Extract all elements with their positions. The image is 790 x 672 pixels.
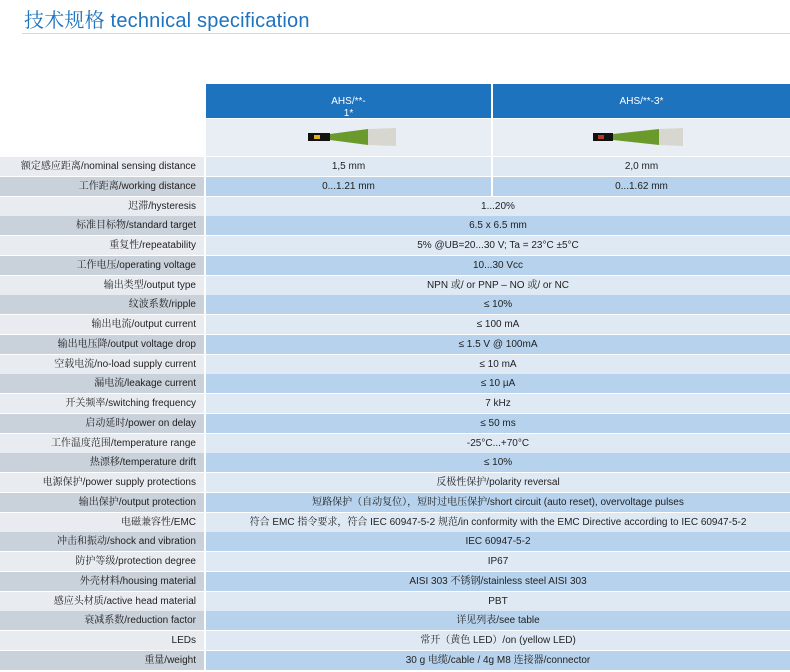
row-value: PBT	[206, 592, 790, 611]
row-value: NPN 或/ or PNP – NO 或/ or NC	[206, 276, 790, 295]
row-label: 输出电流/output current	[0, 315, 204, 334]
row-label: 标准目标物/standard target	[0, 216, 204, 235]
row-value: ≤ 10 mA	[206, 355, 790, 374]
table-row	[0, 315, 790, 334]
row-label: 迟滞/hysteresis	[0, 197, 204, 216]
row-value: 常开（黄色 LED）/on (yellow LED)	[206, 631, 790, 650]
row-value: 5% @UB=20...30 V; Ta = 23°C ±5°C	[206, 236, 790, 255]
row-value: -25°C...+70°C	[206, 434, 790, 453]
row-label: 输出电压降/output voltage drop	[0, 335, 204, 354]
row-value-col2: 0...1.62 mm	[493, 177, 790, 196]
row-label: 启动延时/power on delay	[0, 414, 204, 433]
table-row	[0, 355, 790, 374]
page-title: 技术规格 technical specification	[24, 10, 310, 32]
row-label: 冲击和振动/shock and vibration	[0, 532, 204, 551]
row-value: 反极性保护/polarity reversal	[206, 473, 790, 492]
row-value: 7 kHz	[206, 394, 790, 413]
row-label: 感应头材质/active head material	[0, 592, 204, 611]
row-label: 电磁兼容性/EMC	[0, 513, 204, 532]
row-value: 符合 EMC 指令要求，符合 IEC 60947-5-2 规范/in conformity with the EMC Directive according to IEC 60947-5-2	[206, 513, 790, 532]
row-label: 热漂移/temperature drift	[0, 453, 204, 472]
row-value: ≤ 10%	[206, 453, 790, 472]
row-label: 外壳材料/housing material	[0, 572, 204, 591]
table-row	[0, 473, 790, 492]
column-header-2	[493, 84, 790, 118]
row-label: 工作电压/operating voltage	[0, 256, 204, 275]
table-row	[0, 236, 790, 255]
row-label: LEDs	[0, 631, 204, 650]
table-row	[0, 611, 790, 630]
table-row	[0, 295, 790, 314]
table-row	[0, 256, 790, 275]
row-label: 防护等级/protection degree	[0, 552, 204, 571]
row-value: ≤ 100 mA	[206, 315, 790, 334]
row-label: 输出类型/output type	[0, 276, 204, 295]
column-header-2-line1: AHS/**-3*	[619, 96, 664, 107]
row-label: 重复性/repeatability	[0, 236, 204, 255]
row-label: 漏电流/leakage current	[0, 374, 204, 393]
row-value: 短路保护（自动复位），短时过电压保护/short circuit (auto reset), overvoltage pulses	[206, 493, 790, 512]
table-row	[0, 216, 790, 235]
table-row	[0, 513, 790, 532]
table-row	[0, 374, 790, 393]
row-value: 6.5 x 6.5 mm	[206, 216, 790, 235]
row-label: 开关频率/switching frequency	[0, 394, 204, 413]
row-value: ≤ 10%	[206, 295, 790, 314]
row-label: 衰减系数/reduction factor	[0, 611, 204, 630]
row-value: AISI 303 不锈钢/stainless steel AISI 303	[206, 572, 790, 591]
table-row	[0, 592, 790, 611]
title-divider	[22, 33, 790, 34]
sensor-diagram-icon	[593, 128, 683, 146]
row-value: IEC 60947-5-2	[206, 532, 790, 551]
row-label: 电源保护/power supply protections	[0, 473, 204, 492]
row-value-col2: 2,0 mm	[493, 157, 790, 176]
row-value: IP67	[206, 552, 790, 571]
row-value: 详见列表/see table	[206, 611, 790, 630]
column-header-1	[206, 84, 491, 118]
row-label: 输出保护/output protection	[0, 493, 204, 512]
row-label: 工作距离/working distance	[0, 177, 204, 196]
table-row	[0, 552, 790, 571]
table-row	[0, 276, 790, 295]
row-value-col1: 1,5 mm	[206, 157, 491, 176]
table-row	[0, 493, 790, 512]
row-value: ≤ 10 µA	[206, 374, 790, 393]
column-header-1-line2: 1*	[343, 108, 354, 119]
table-row	[0, 453, 790, 472]
table-row	[0, 651, 790, 670]
row-label: 工作温度范围/temperature range	[0, 434, 204, 453]
table-row	[0, 532, 790, 551]
table-row	[0, 572, 790, 591]
table-row	[0, 631, 790, 650]
row-label: 空载电流/no-load supply current	[0, 355, 204, 374]
column-header-1-line1: AHS/**-	[331, 96, 366, 107]
table-row	[0, 414, 790, 433]
table-row	[0, 434, 790, 453]
row-value: 30 g 电缆/cable / 4g M8 连接器/connector	[206, 651, 790, 670]
sensor-diagram-icon	[308, 128, 398, 146]
row-value: 1...20%	[206, 197, 790, 216]
table-row	[0, 394, 790, 413]
row-label: 重量/weight	[0, 651, 204, 670]
table-row	[0, 177, 790, 196]
table-row	[0, 335, 790, 354]
table-row	[0, 157, 790, 176]
sensor-image-cell-2	[493, 119, 790, 156]
row-label: 纹波系数/ripple	[0, 295, 204, 314]
sensor-image-cell-1	[206, 119, 491, 156]
row-value: 10...30 Vcc	[206, 256, 790, 275]
row-value: ≤ 1.5 V @ 100mA	[206, 335, 790, 354]
table-row	[0, 197, 790, 216]
row-value: ≤ 50 ms	[206, 414, 790, 433]
row-value-col1: 0...1.21 mm	[206, 177, 491, 196]
row-label: 额定感应距离/nominal sensing distance	[0, 157, 204, 176]
